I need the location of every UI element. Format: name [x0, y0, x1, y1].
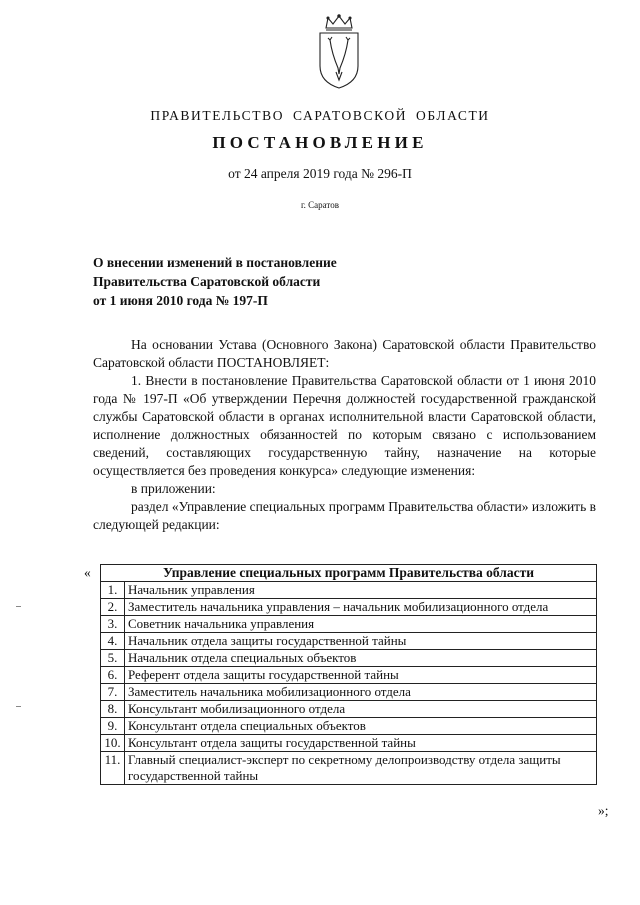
subject-line: О внесении изменений в постановление — [93, 255, 337, 270]
table-open-quote: « — [84, 565, 91, 580]
row-position-title: Начальник управления — [125, 582, 597, 599]
table-close-quote: »; — [598, 803, 609, 818]
table-row — [101, 650, 597, 667]
table-row — [101, 684, 597, 701]
document-title: ПОСТАНОВЛЕНИЕ — [212, 133, 428, 152]
document-city: г. Саратов — [301, 200, 339, 210]
subject-line: Правительства Саратовской области — [93, 274, 321, 289]
table-row — [101, 616, 597, 633]
body-paragraph: 1. Внести в постановление Правительства Саратовской области от 1 июня 2010 года № 197-П «Об утверждении Перечня должностей государственной гражданской службы Саратовской области в органах исполнительной власти Саратовской области, исполнение должностных обязанностей по которым связано с использованием сведений, составляющих государственную тайну, назначение на которые осуществляется без проведения конкурса» следующие изменения: — [93, 373, 596, 478]
table-row — [101, 701, 597, 718]
table-row — [101, 667, 597, 684]
row-position-title: Референт отдела защиты государственной тайны — [125, 667, 597, 684]
row-number: 10. — [101, 735, 125, 752]
document-subject — [93, 253, 337, 310]
table-row — [101, 633, 597, 650]
table-heading: Управление специальных программ Правительства области — [101, 565, 597, 582]
row-number: 3. — [101, 616, 125, 633]
table-row — [101, 718, 597, 735]
body-paragraph: На основании Устава (Основного Закона) Саратовской области Правительство Саратовской области ПОСТАНОВЛЯЕТ: — [93, 337, 596, 370]
margin-mark — [16, 706, 21, 707]
table-row — [101, 752, 597, 785]
subject-line: от 1 июня 2010 года № 197-П — [93, 293, 268, 308]
row-position-title: Начальник отдела защиты государственной тайны — [125, 633, 597, 650]
positions-table — [100, 564, 597, 785]
row-position-title: Главный специалист-эксперт по секретному делопроизводству отдела защиты государственной тайны — [125, 752, 597, 785]
row-number: 2. — [101, 599, 125, 616]
row-number: 11. — [101, 752, 125, 785]
document-date-number: от 24 апреля 2019 года № 296-П — [228, 166, 412, 181]
table-row — [101, 599, 597, 616]
row-number: 6. — [101, 667, 125, 684]
table-row — [101, 582, 597, 599]
row-number: 5. — [101, 650, 125, 667]
row-number: 8. — [101, 701, 125, 718]
margin-mark — [16, 606, 21, 607]
row-number: 9. — [101, 718, 125, 735]
row-position-title: Заместитель начальника управления – начальник мобилизационного отдела — [125, 599, 597, 616]
row-position-title: Консультант отдела специальных объектов — [125, 718, 597, 735]
body-paragraph: раздел «Управление специальных программ Правительства области» изложить в следующей редакции: — [93, 499, 596, 532]
row-position-title: Начальник отдела специальных объектов — [125, 650, 597, 667]
row-number: 1. — [101, 582, 125, 599]
saratov-coat-of-arms-icon — [316, 14, 362, 90]
row-position-title: Заместитель начальника мобилизационного отдела — [125, 684, 597, 701]
row-number: 7. — [101, 684, 125, 701]
document-body — [93, 336, 596, 534]
row-position-title: Советник начальника управления — [125, 616, 597, 633]
row-position-title: Консультант мобилизационного отдела — [125, 701, 597, 718]
body-paragraph: в приложении: — [131, 481, 216, 496]
row-position-title: Консультант отдела защиты государственной тайны — [125, 735, 597, 752]
row-number: 4. — [101, 633, 125, 650]
positions-table-wrapper — [100, 564, 597, 785]
government-name: ПРАВИТЕЛЬСТВО САРАТОВСКОЙ ОБЛАСТИ — [150, 108, 490, 123]
table-row — [101, 735, 597, 752]
